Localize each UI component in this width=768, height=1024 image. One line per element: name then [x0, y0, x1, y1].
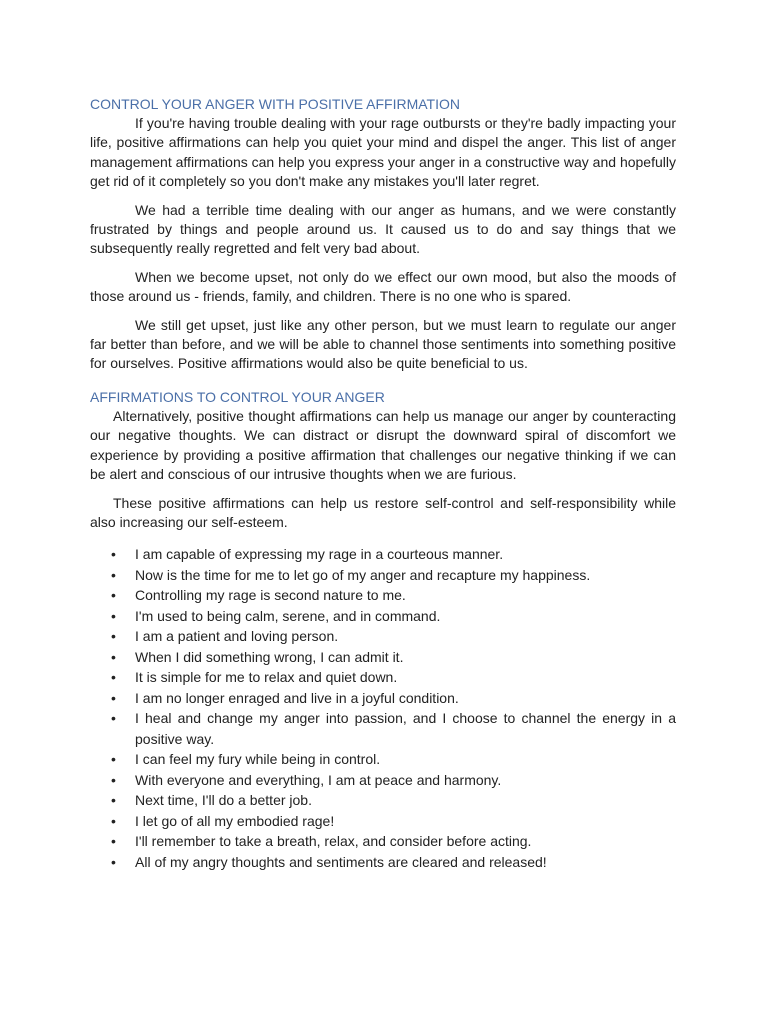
list-item	[90, 585, 676, 606]
list-item	[90, 811, 676, 832]
list-item	[90, 852, 676, 873]
bullet-icon: •	[111, 648, 116, 665]
list-item-text: I heal and change my anger into passion, and I choose to channel the energy in a positive way.	[135, 710, 676, 747]
paragraph: When we become upset, not only do we effect our own mood, but also the moods of those around us - friends, family, and children. There is no one who is spared.	[90, 268, 676, 305]
list-item-text: I am capable of expressing my rage in a courteous manner.	[135, 546, 504, 563]
list-item-text: When I did something wrong, I can admit it.	[135, 648, 404, 665]
paragraph: If you're having trouble dealing with your rage outbursts or they're badly impacting your life, positive affirmations can help you quiet your mind and dispel the anger. This list of anger management affirmations can help you express your anger in a constructive way and hopefully get rid of it completely so you don't make any mistakes you'll later regret.	[90, 115, 676, 190]
bullet-icon: •	[111, 751, 116, 768]
list-item-text: All of my angry thoughts and sentiments are cleared and released!	[135, 853, 547, 870]
bullet-icon: •	[111, 628, 116, 645]
list-item-text: I am no longer enraged and live in a joyful condition.	[135, 689, 459, 706]
list-item	[90, 749, 676, 770]
list-item-text: Next time, I'll do a better job.	[135, 792, 312, 809]
paragraph: We still get upset, just like any other person, but we must learn to regulate our anger far better than before, and we will be able to channel those sentiments into something positive for ourselves. Positive affirmations would also be quite beneficial to us.	[90, 316, 676, 372]
list-item-text: It is simple for me to relax and quiet down.	[135, 669, 398, 686]
list-item-text: I'll remember to take a breath, relax, and consider before acting.	[135, 833, 532, 850]
list-item	[90, 770, 676, 791]
list-item-text: With everyone and everything, I am at peace and harmony.	[135, 771, 502, 788]
list-item	[90, 626, 676, 647]
affirmation-list	[90, 544, 676, 872]
bullet-icon: •	[111, 669, 116, 686]
list-item-text: I am a patient and loving person.	[135, 628, 339, 645]
bullet-icon: •	[111, 812, 116, 829]
list-item-text: Now is the time for me to let go of my anger and recapture my happiness.	[135, 566, 591, 583]
bullet-icon: •	[111, 689, 116, 706]
bullet-icon: •	[111, 833, 116, 850]
bullet-icon: •	[111, 853, 116, 870]
list-item	[90, 544, 676, 565]
bullet-icon: •	[111, 546, 116, 563]
bullet-icon: •	[111, 792, 116, 809]
list-item	[90, 708, 676, 749]
list-item	[90, 667, 676, 688]
section-heading-affirmations: AFFIRMATIONS TO CONTROL YOUR ANGER	[90, 388, 385, 405]
list-item	[90, 647, 676, 668]
paragraph: We had a terrible time dealing with our anger as humans, and we were constantly frustrated by things and people around us. It caused us to do and say things that we subsequently really regretted and felt very bad about.	[90, 201, 676, 257]
list-item-text: I can feel my fury while being in control.	[135, 751, 381, 768]
bullet-icon: •	[111, 566, 116, 583]
list-item-text: Controlling my rage is second nature to me.	[135, 587, 406, 604]
list-item	[90, 565, 676, 586]
bullet-icon: •	[111, 710, 116, 727]
document-page	[90, 95, 676, 872]
paragraph: Alternatively, positive thought affirmations can help us manage our anger by counteracting our negative thoughts. We can distract or disrupt the downward spiral of discomfort we experience by providing a positive affirmation that challenges our negative thinking if we can be alert and conscious of our intrusive thoughts when we are furious.	[90, 407, 676, 483]
list-item	[90, 606, 676, 627]
paragraph: These positive affirmations can help us restore self-control and self-responsibility while also increasing our self-esteem.	[90, 494, 676, 530]
list-item-text: I'm used to being calm, serene, and in command.	[135, 607, 441, 624]
section-heading-control-anger: CONTROL YOUR ANGER WITH POSITIVE AFFIRMATION	[90, 96, 460, 112]
bullet-icon: •	[111, 587, 116, 604]
list-item-text: I let go of all my embodied rage!	[135, 812, 335, 829]
bullet-icon: •	[111, 771, 116, 788]
list-item	[90, 790, 676, 811]
list-item	[90, 688, 676, 709]
bullet-icon: •	[111, 607, 116, 624]
list-item	[90, 831, 676, 852]
